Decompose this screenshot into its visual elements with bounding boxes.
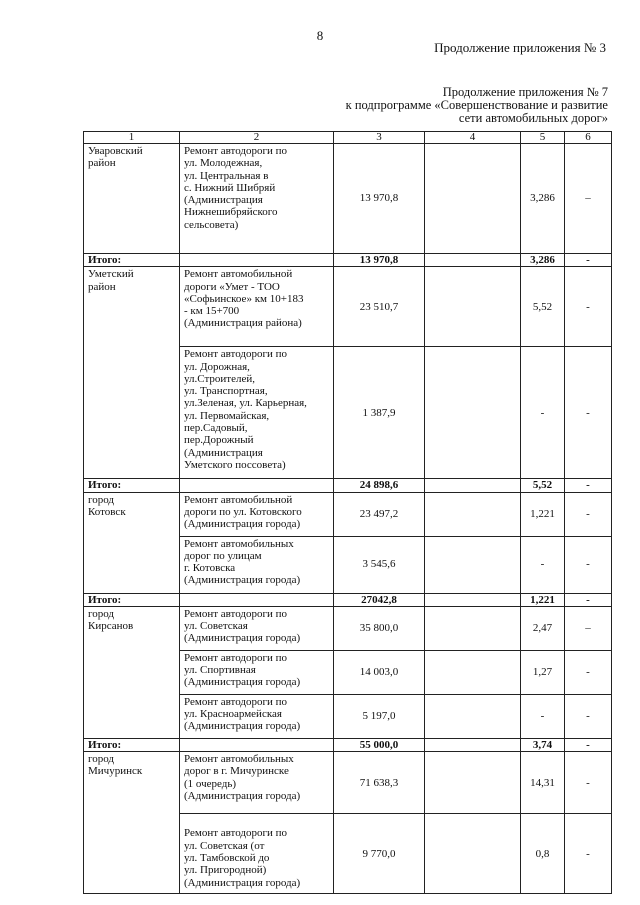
total-sum: 55 000,0 <box>334 738 425 751</box>
description-cell: Ремонт автодороги по ул. Спортивная (Администрация города) <box>180 650 334 694</box>
empty-cell <box>425 694 521 738</box>
total-percent: 1,221 <box>521 593 565 606</box>
col6-cell: - <box>565 752 612 814</box>
total-row <box>84 593 612 606</box>
column-number-row <box>84 132 612 144</box>
total-percent: 3,74 <box>521 738 565 751</box>
total-sum: 13 970,8 <box>334 254 425 267</box>
percent-cell: 14,31 <box>521 752 565 814</box>
empty-cell <box>180 254 334 267</box>
percent-cell: 0,8 <box>521 814 565 894</box>
page-number: 8 <box>316 28 324 43</box>
total-label: Итого: <box>84 738 180 751</box>
description-cell: Ремонт автомобильной дороги «Умет - ТОО «Софьинское» км 10+183 - км 15+700 (Администрация района) <box>180 267 334 347</box>
col6-cell: - <box>565 694 612 738</box>
total-label: Итого: <box>84 254 180 267</box>
percent-cell: 1,221 <box>521 492 565 536</box>
column-number: 4 <box>425 132 521 144</box>
empty-cell <box>180 738 334 751</box>
total-percent: 5,52 <box>521 479 565 492</box>
empty-cell <box>425 814 521 894</box>
percent-cell: 2,47 <box>521 606 565 650</box>
col6-cell: - <box>565 650 612 694</box>
empty-cell <box>425 267 521 347</box>
empty-cell <box>180 593 334 606</box>
total-col6: - <box>565 738 612 751</box>
district-cell: Уваровский район <box>84 144 180 254</box>
col6-cell: - <box>565 814 612 894</box>
sum-cell: 3 545,6 <box>334 536 425 593</box>
table-row <box>84 144 612 254</box>
empty-cell <box>180 479 334 492</box>
table-row <box>84 752 612 814</box>
column-number: 2 <box>180 132 334 144</box>
subheader-line-2: к подпрограмме «Совершенствование и развитие <box>345 98 608 112</box>
district-cell: город Котовск <box>84 492 180 593</box>
table-row <box>84 492 612 536</box>
sum-cell: 5 197,0 <box>334 694 425 738</box>
sum-cell: 9 770,0 <box>334 814 425 894</box>
column-number: 6 <box>565 132 612 144</box>
total-sum: 27042,8 <box>334 593 425 606</box>
total-percent: 3,286 <box>521 254 565 267</box>
total-sum: 24 898,6 <box>334 479 425 492</box>
empty-cell <box>425 593 521 606</box>
empty-cell <box>425 492 521 536</box>
column-number: 5 <box>521 132 565 144</box>
empty-cell <box>425 254 521 267</box>
col6-cell: - <box>565 267 612 347</box>
percent-cell: - <box>521 694 565 738</box>
total-col6: - <box>565 593 612 606</box>
description-cell: Ремонт автодороги по ул. Советская (от ул. Тамбовской до ул. Пригородной) (Администрация города) <box>180 814 334 894</box>
column-number: 3 <box>334 132 425 144</box>
sum-cell: 35 800,0 <box>334 606 425 650</box>
empty-cell <box>425 479 521 492</box>
sum-cell: 13 970,8 <box>334 144 425 254</box>
col6-cell: – <box>565 606 612 650</box>
percent-cell: - <box>521 536 565 593</box>
description-cell: Ремонт автомобильных дорог в г. Мичуринске (1 очередь) (Администрация города) <box>180 752 334 814</box>
sum-cell: 1 387,9 <box>334 347 425 479</box>
total-label: Итого: <box>84 593 180 606</box>
empty-cell <box>425 536 521 593</box>
empty-cell <box>425 144 521 254</box>
sum-cell: 23 510,7 <box>334 267 425 347</box>
total-row <box>84 254 612 267</box>
percent-cell: - <box>521 347 565 479</box>
total-label: Итого: <box>84 479 180 492</box>
total-col6: - <box>565 479 612 492</box>
empty-cell <box>425 347 521 479</box>
sum-cell: 71 638,3 <box>334 752 425 814</box>
description-cell: Ремонт автомобильной дороги по ул. Котовского (Администрация города) <box>180 492 334 536</box>
description-cell: Ремонт автодороги по ул. Молодежная, ул. Центральная в с. Нижний Шибряй (Администрация Нижнешибряйского сельсовета) <box>180 144 334 254</box>
empty-cell <box>425 650 521 694</box>
column-number: 1 <box>84 132 180 144</box>
sum-cell: 14 003,0 <box>334 650 425 694</box>
appendix-subheader <box>288 86 608 125</box>
empty-cell <box>425 752 521 814</box>
empty-cell <box>425 606 521 650</box>
table-row <box>84 606 612 650</box>
empty-cell <box>425 738 521 751</box>
table-row <box>84 267 612 347</box>
percent-cell: 5,52 <box>521 267 565 347</box>
total-row <box>84 479 612 492</box>
total-col6: - <box>565 254 612 267</box>
description-cell: Ремонт автодороги по ул. Красноармейская (Администрация города) <box>180 694 334 738</box>
percent-cell: 1,27 <box>521 650 565 694</box>
description-cell: Ремонт автодороги по ул. Советская (Администрация города) <box>180 606 334 650</box>
district-cell: город Кирсанов <box>84 606 180 738</box>
roads-table <box>83 131 612 894</box>
appendix-continuation: Продолжение приложения № 3 <box>434 40 606 55</box>
subheader-line-3: сети автомобильных дорог» <box>458 111 608 125</box>
percent-cell: 3,286 <box>521 144 565 254</box>
total-row <box>84 738 612 751</box>
description-cell: Ремонт автодороги по ул. Дорожная, ул.Строителей, ул. Транспортная, ул.Зеленая, ул. Карьерная, ул. Первомайская, пер.Садовый, пер.Дорожный (Администрация Уметского поссовета) <box>180 347 334 479</box>
col6-cell: - <box>565 492 612 536</box>
subheader-line-1: Продолжение приложения № 7 <box>442 85 608 99</box>
district-cell: Уметский район <box>84 267 180 479</box>
col6-cell: - <box>565 536 612 593</box>
col6-cell: – <box>565 144 612 254</box>
district-cell: город Мичуринск <box>84 752 180 894</box>
sum-cell: 23 497,2 <box>334 492 425 536</box>
col6-cell: - <box>565 347 612 479</box>
description-cell: Ремонт автомобильных дорог по улицам г. Котовска (Администрация города) <box>180 536 334 593</box>
